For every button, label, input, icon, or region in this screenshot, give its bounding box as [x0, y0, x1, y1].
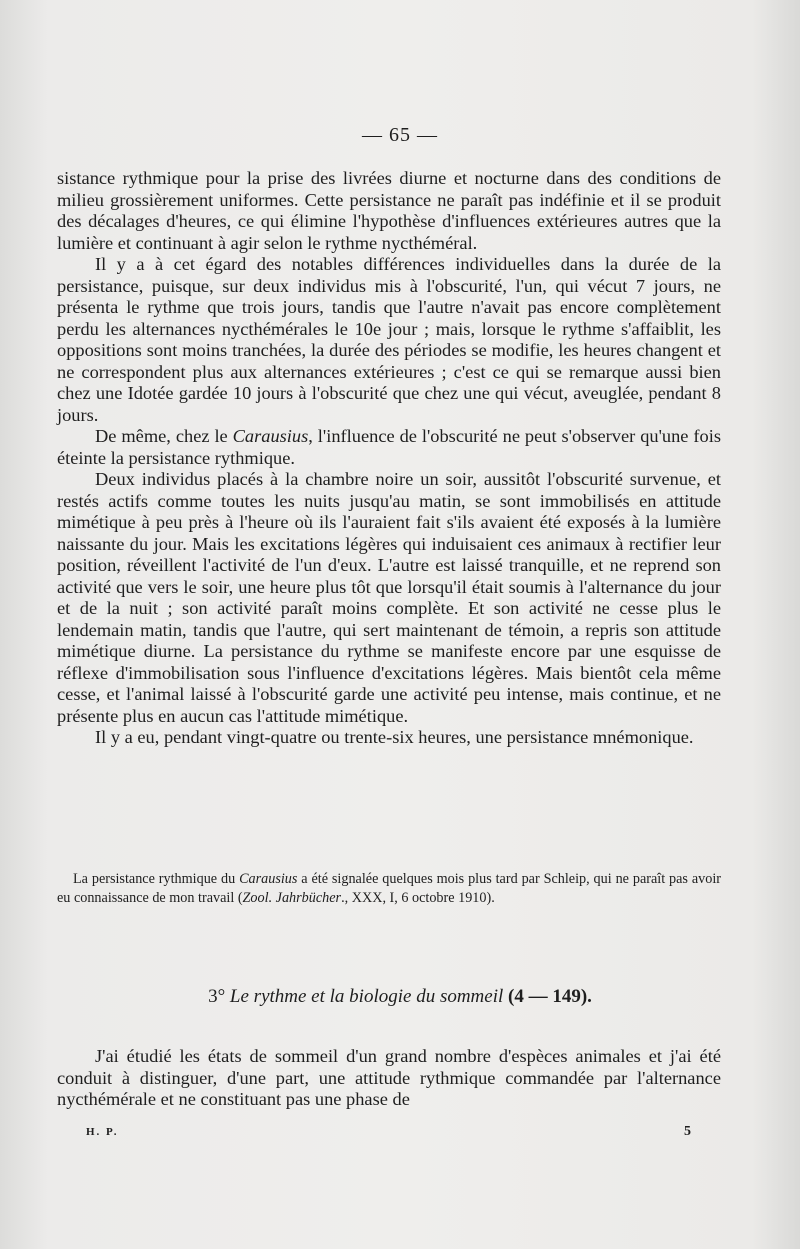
- section-title: Le rythme et la biologie du sommeil: [229, 986, 504, 1007]
- paragraph-4: Deux individus placés à la chambre noire un soir, aussitôt l'obscurité survenue, et restés actifs comme toutes les nuits jusqu'au matin, se sont immobilisés en attitude mimétique à peu près à l'heure où ils l'auraient fait s'ils avaient été exposés à la lumière naissante du jour. Mais les excitations légères qui induisaient ces animaux à rectifier leur position, réveillent l'activité de l'un d'eux. L'autre est laissé tranquille, et ne reprend son activité que vers le soir, une heure plus tôt que lorsqu'il était soumis à l'alternance du jour et de la nuit ; son activité paraît moins complète. Et son activité ne cesse plus le lendemain matin, tandis que l'autre, qui sert maintenant de témoin, a repris son attitude mimétique diurne. La persistance du rythme se manifeste encore par une esquisse de réflexe d'immobilisation sous l'influence d'excitations légères. Mais bientôt cela même cesse, et l'animal laissé à l'obscurité garde une activité peu intense, mais continue, et ne présente plus en aucun cas l'attitude mimétique.: [57, 469, 721, 726]
- footnote-part-2: a été signalée quelques mois plus tard par Schleip, qui ne paraît pas avoir eu connaissance de mon travail (: [57, 871, 721, 906]
- footnote-text: [57, 870, 721, 908]
- printer-signature: H. P.: [86, 1126, 119, 1138]
- section-heading: [0, 986, 800, 1008]
- footnote-part-3: ., XXX, I, 6 octobre 1910).: [341, 890, 495, 906]
- paragraph-5: Il y a eu, pendant vingt-quatre ou trente-six heures, une persistance mnémonique.: [95, 727, 694, 747]
- paragraph-1: sistance rythmique pour la prise des livrées diurne et nocturne dans des conditions de milieu grossièrement uniformes. Cette persistance ne paraît pas indéfinie et il se produit des décalages d'heures, ce qui élimine l'hypothèse d'influences extérieures autres que la lumière et continuant à agir selon le rythme nycthéméral.: [57, 168, 721, 253]
- sheet-number: 5: [684, 1124, 691, 1139]
- paragraph-6: J'ai étudié les états de sommeil d'un grand nombre d'espèces animales et j'ai été conduit à distinguer, d'une part, une attitude rythmique commandée par l'alternance nycthémérale et ne constituant pas une phase de: [57, 1046, 721, 1109]
- page-number: — 65 —: [362, 124, 438, 146]
- paragraph-3-end: , l'influence de l'obscurité ne peut s'observer qu'une fois éteinte la persistance rythmique.: [57, 426, 721, 468]
- species-name: Carausius: [232, 426, 309, 446]
- footnote-species: Carausius: [239, 871, 298, 887]
- main-text: [57, 168, 721, 749]
- footnote-part-1: La persistance rythmique du: [73, 871, 240, 887]
- footnote: [57, 870, 721, 908]
- paragraph-3-start: De même, chez le: [95, 426, 233, 446]
- section-text: [57, 1046, 721, 1111]
- section-number: 3°: [208, 986, 226, 1007]
- paragraph-3: [57, 426, 721, 469]
- section-range: (4 — 149).: [508, 986, 592, 1007]
- paragraph-2: Il y a à cet égard des notables différences individuelles dans la durée de la persistance, puisque, sur deux individus mis à l'obscurité, l'un, qui vécut 7 jours, ne présenta le rythme que trois jours, tandis que l'autre n'avait pas encore complètement perdu les alternances nycthémérales le 10e jour ; mais, lorsque le rythme s'affaiblit, les oppositions sont moins tranchées, la durée des périodes se modifie, les heures changent et ne correspondent plus aux alternances extérieures ; c'est ce qui se remarque aussi bien chez une Idotée gardée 10 jours à l'obscurité que chez une qui vécut, aveuglée, pendant 8 jours.: [57, 254, 721, 425]
- footnote-journal: Zool. Jahrbücher: [242, 890, 342, 906]
